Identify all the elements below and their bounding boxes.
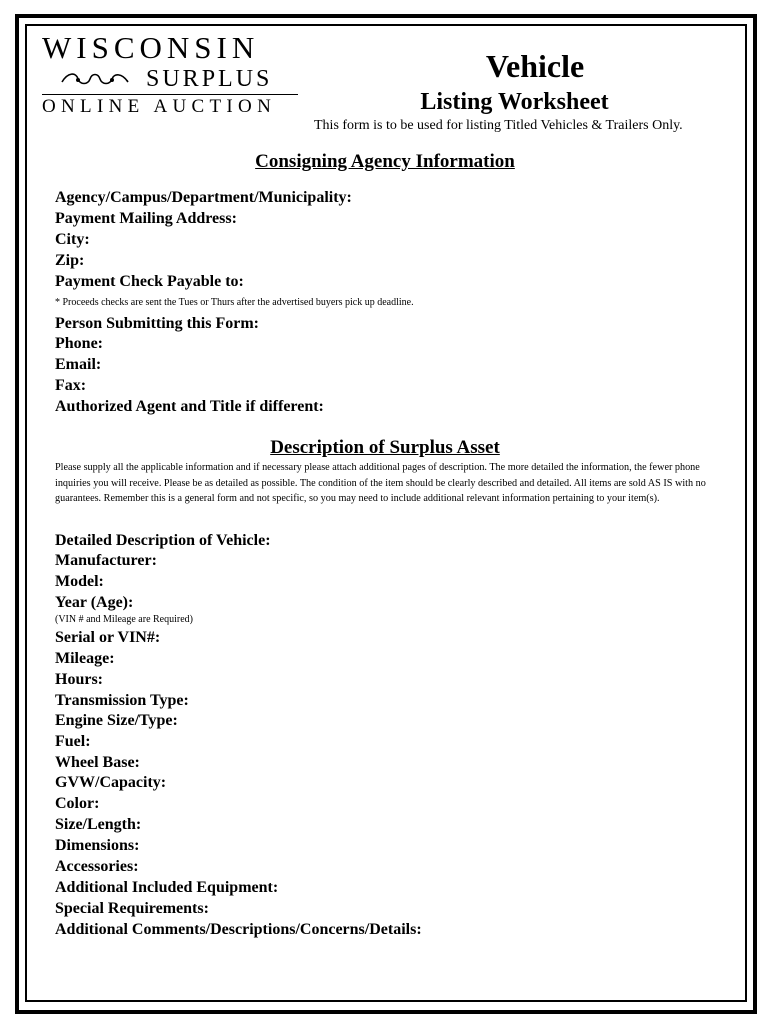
logo-line-surplus: SURPLUS xyxy=(146,66,273,92)
field-hours: Hours: xyxy=(55,671,103,688)
field-additional-comments: Additional Comments/Descriptions/Concerns/Details: xyxy=(55,921,422,938)
proceeds-note: * Proceeds checks are sent the Tues or Thurs after the advertised buyers pick up deadline. xyxy=(55,297,414,308)
form-usage-note: This form is to be used for listing Titled Vehicles & Trailers Only. xyxy=(314,118,683,133)
field-gvw: GVW/Capacity: xyxy=(55,774,167,791)
section-heading-asset: Description of Surplus Asset xyxy=(270,437,500,458)
field-accessories: Accessories: xyxy=(55,858,139,875)
asset-instructions: Please supply all the applicable information and if necessary please attach additional pages of description. The more detailed the information, the fewer phone inquiries you will receive. Please be as detailed as possible. The condition of the item should be clearly described and detailed. All items are sold AS IS with no guarantees. Remember this is a general form and not specific, so you may need to include additional relevant information pertaining to your item(s). xyxy=(55,462,706,505)
field-transmission: Transmission Type: xyxy=(55,692,189,709)
field-authorized-agent: Authorized Agent and Title if different: xyxy=(55,398,324,415)
field-serial-vin: Serial or VIN#: xyxy=(55,629,161,646)
field-detailed-description: Detailed Description of Vehicle: xyxy=(55,532,271,549)
field-engine: Engine Size/Type: xyxy=(55,712,178,729)
field-year: Year (Age): xyxy=(55,594,134,611)
field-color: Color: xyxy=(55,795,100,812)
section-heading-agency: Consigning Agency Information xyxy=(255,151,515,172)
field-city: City: xyxy=(55,231,90,248)
field-fax: Fax: xyxy=(55,377,87,394)
field-email: Email: xyxy=(55,356,102,373)
field-mailing-address: Payment Mailing Address: xyxy=(55,210,237,227)
logo-line-wisconsin: WISCONSIN xyxy=(42,30,260,65)
field-additional-equipment: Additional Included Equipment: xyxy=(55,879,279,896)
field-phone: Phone: xyxy=(55,335,103,352)
logo-divider xyxy=(42,94,298,95)
field-zip: Zip: xyxy=(55,252,85,269)
field-model: Model: xyxy=(55,573,104,590)
logo-line-online-auction: ONLINE AUCTION xyxy=(42,96,277,117)
field-fuel: Fuel: xyxy=(55,733,91,750)
field-manufacturer: Manufacturer: xyxy=(55,552,157,569)
field-check-payable: Payment Check Payable to: xyxy=(55,273,244,290)
field-dimensions: Dimensions: xyxy=(55,837,140,854)
field-person-submitting: Person Submitting this Form: xyxy=(55,315,259,332)
field-wheel-base: Wheel Base: xyxy=(55,754,140,771)
field-mileage: Mileage: xyxy=(55,650,115,667)
vin-required-note: (VIN # and Mileage are Required) xyxy=(55,614,193,625)
page-title: Vehicle xyxy=(485,48,585,84)
ornament-icon xyxy=(60,70,130,88)
field-agency-campus: Agency/Campus/Department/Municipality: xyxy=(55,189,352,206)
field-special-requirements: Special Requirements: xyxy=(55,900,209,917)
page-subtitle: Listing Worksheet xyxy=(420,89,609,115)
wisconsin-surplus-logo xyxy=(42,30,302,122)
field-size-length: Size/Length: xyxy=(55,816,142,833)
